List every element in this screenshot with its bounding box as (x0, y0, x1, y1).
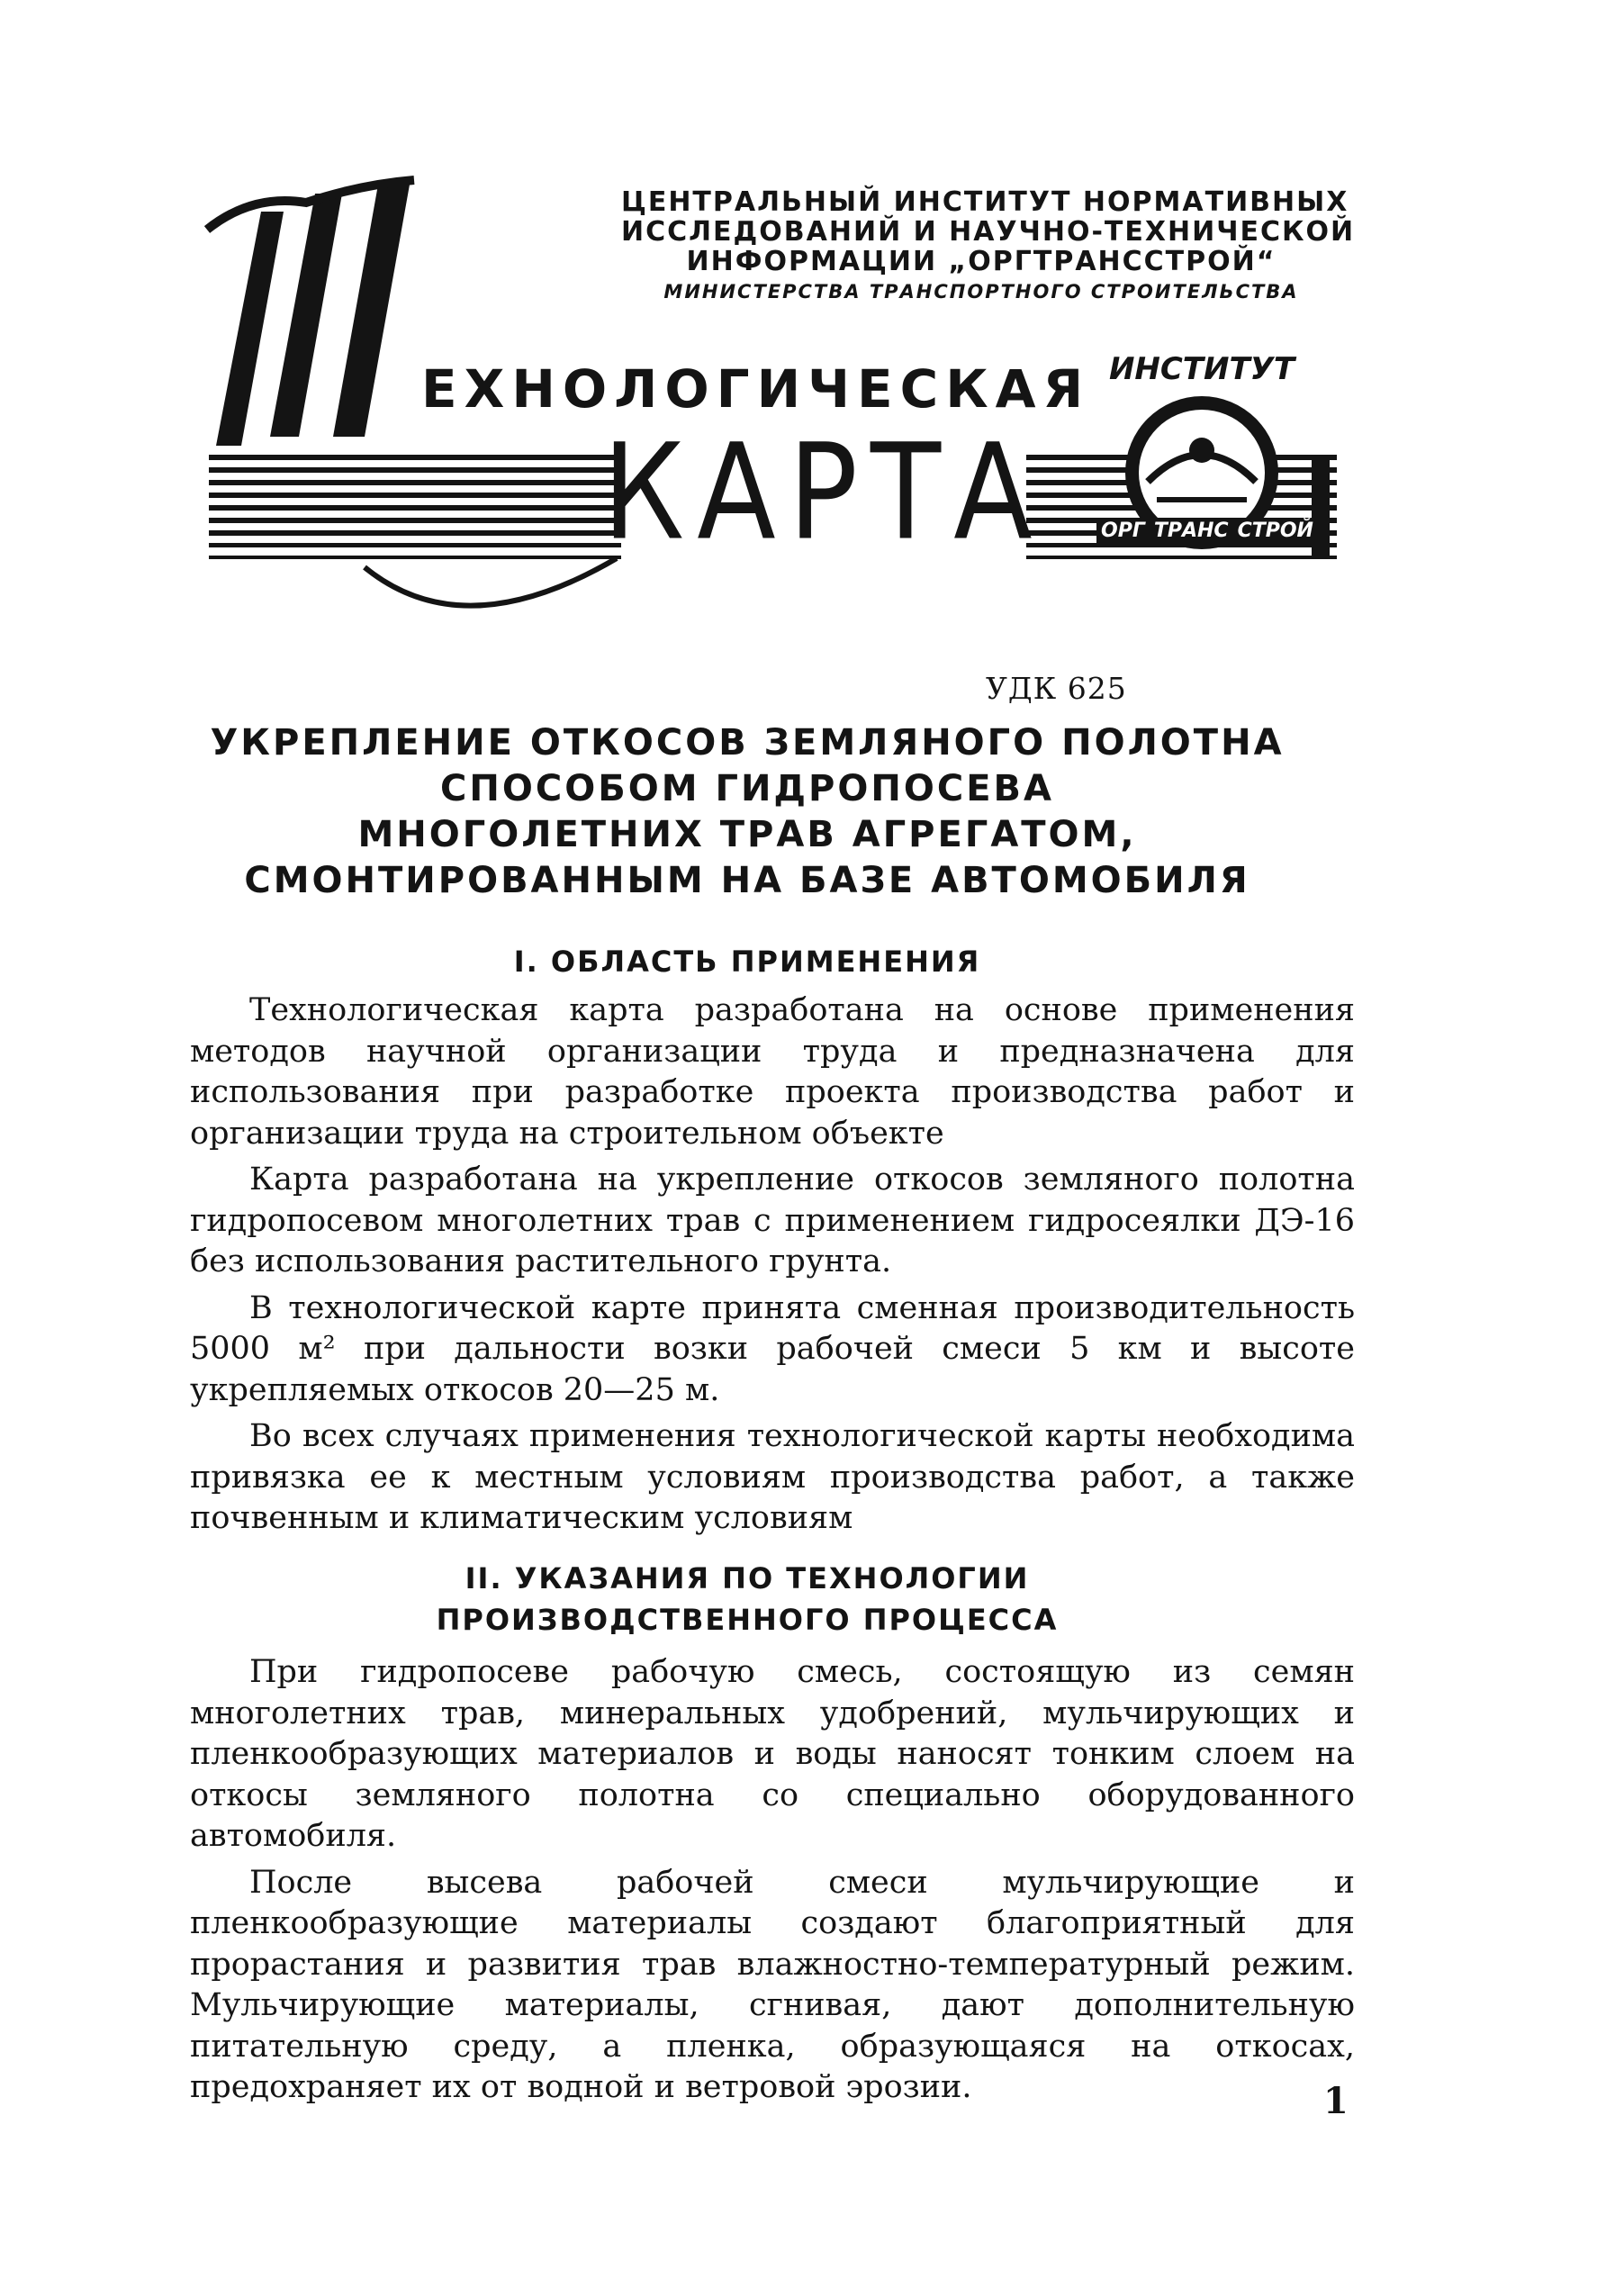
section-1-body (190, 990, 1355, 1545)
paragraph: Во всех случаях применения технологической карты необходима привязка ее к местным условиям производства работ, а также почвенным и климатическим условиям (190, 1418, 1355, 1536)
paragraph: Карта разработана на укрепление откосов земляного полотна гидропосевом многолетних трав с применением гидросеялки ДЭ-16 без использования растительного грунта. (190, 1162, 1355, 1279)
paragraph: В технологической карте принята сменная производительность 5000 м² при дальности возки рабочей смеси 5 км и высоте укрепляемых откосов 20—25 м. (190, 1289, 1355, 1408)
emblem-band-text: ТРАНС (1150, 518, 1233, 544)
emblem-band (1096, 518, 1313, 544)
paragraph: После высева рабочей смеси мульчирующие и пленкообразующие материалы создают благоприятный для прорастания и развития трав влажностно-температурный режим. Мульчирующие материалы, сгнивая, дают дополнительную питательную среду, а пленка, образующаяся на откосах, предохраняет их от водной и ветровой эрозии. (190, 1864, 1355, 2105)
karta-word: КАРТА (602, 415, 1045, 570)
section-heading-line: ПРОИЗВОДСТВЕННОГО ПРОЦЕССА (436, 1603, 1059, 1637)
title-line: СМОНТИРОВАННЫМ НА БАЗЕ АВТОМОБИЛЯ (244, 860, 1250, 901)
institute-line: ИССЛЕДОВАНИЙ И НАУЧНО-ТЕХНИЧЕСКОЙ (621, 216, 1356, 248)
masthead (0, 0, 1624, 630)
emblem-band-text: СТРОЙ (1233, 518, 1318, 544)
section-2-body (190, 1652, 1355, 2114)
institute-line: ИНФОРМАЦИИ „ОРГТРАНССТРОЙ“ (686, 246, 1277, 277)
karta-box (602, 415, 1045, 570)
udc-code: УДК 625 (986, 671, 1127, 706)
masthead-title: ЕХНОЛОГИЧЕСКАЯ (421, 358, 1091, 420)
ministry-line: МИНИСТЕРСТВА ТРАНСПОРТНОГО СТРОИТЕЛЬСТВА (663, 281, 1299, 303)
emblem-top-text: ИНСТИТУТ (1108, 351, 1295, 387)
document-title (162, 720, 1332, 904)
section-heading-line: II. УКАЗАНИЯ ПО ТЕХНОЛОГИИ (465, 1561, 1030, 1596)
institute-line: ЦЕНТРАЛЬНЫЙ ИНСТИТУТ НОРМАТИВНЫХ (621, 186, 1349, 218)
emblem-band-text: ОРГ (1096, 518, 1150, 544)
title-line: УКРЕПЛЕНИЕ ОТКОСОВ ЗЕМЛЯНОГО ПОЛОТНА (210, 722, 1285, 764)
decorative-initial-t-icon (198, 176, 423, 473)
page-number: 1 (1323, 2080, 1349, 2122)
institute-block (621, 186, 1356, 305)
section-heading (162, 1558, 1332, 1641)
paragraph: При гидропосеве рабочую смесь, состоящую из семян многолетних трав, минеральных удобрений, мульчирующих и пленкообразующих материалов и воды наносят тонким слоем на откосы земляного полотна со специально оборудованного автомобиля. (190, 1654, 1355, 1854)
swoosh-icon (356, 540, 626, 639)
section-heading: I. ОБЛАСТЬ ПРИМЕНЕНИЯ (513, 945, 981, 979)
paragraph: Технологическая карта разработана на основе применения методов научной организации труда и предназначена для использования при разработке проекта производства работ и организации труда на строительном объекте (190, 992, 1355, 1152)
title-line: СПОСОБОМ ГИДРОПОСЕВА (440, 768, 1054, 809)
title-line: МНОГОЛЕТНИХ ТРАВ АГРЕГАТОМ, (357, 814, 1137, 855)
